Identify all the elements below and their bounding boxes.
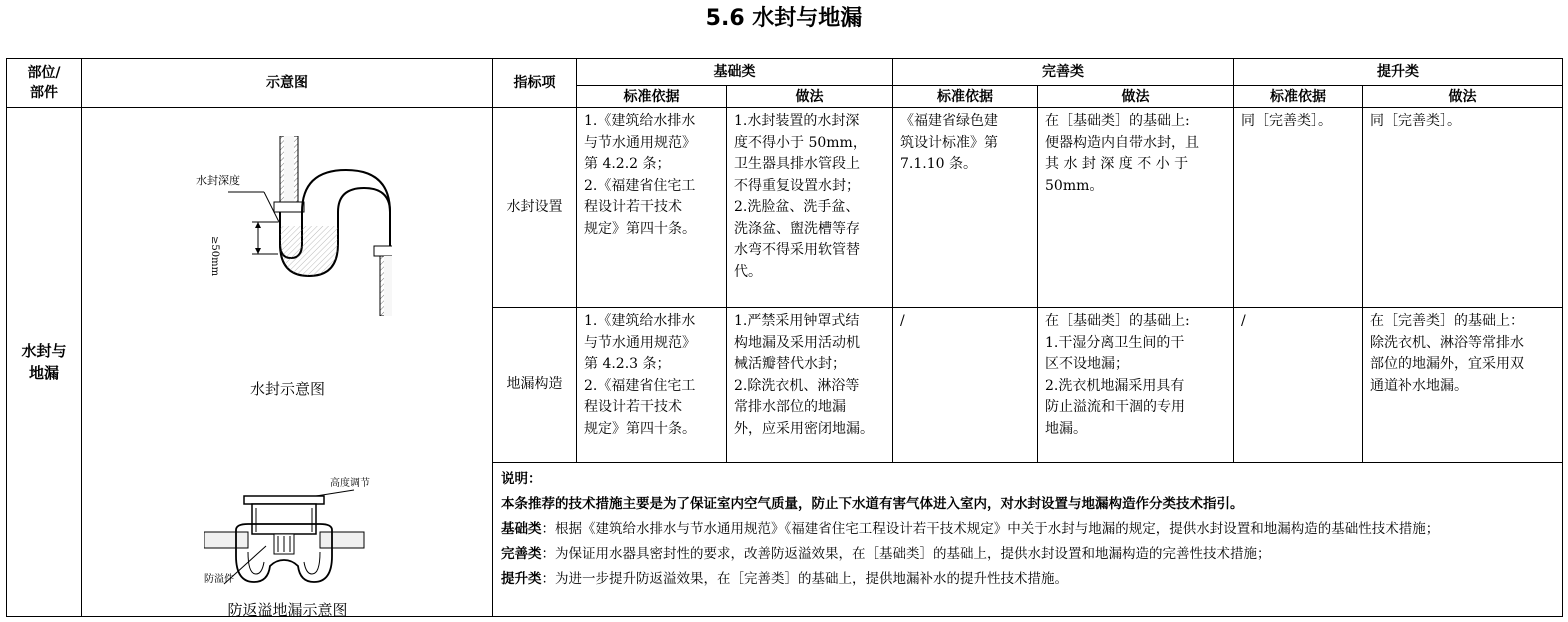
header-indicator: 指标项: [493, 59, 577, 108]
header-diagram: 示意图: [82, 59, 493, 108]
upgrade-basis-floor-drain: /: [1234, 308, 1363, 463]
part-name-line2: 地漏: [28, 364, 59, 382]
improve-method-floor-drain: 在［基础类］的基础上: 1.干湿分离卫生间的干 区不设地漏； 2.洗衣机地漏采用具有 防止溢流和干涸的专用 地漏。: [1038, 308, 1234, 463]
improve-basis-water-seal: 《福建省绿色建 筑设计标准》第 7.1.10 条。: [893, 108, 1038, 308]
basic-basis-water-seal: 1.《建筑给水排水 与节水通用规范》 第 4.2.2 条； 2.《福建省住宅工 程设计若干技术 规定》第四十条。: [577, 108, 727, 308]
notes-cell: [493, 463, 1563, 617]
depth-label: 水封深度: [196, 174, 240, 187]
notes-heading: 说明：: [501, 471, 542, 487]
notes-upgrade-text: ：为进一步提升防返溢效果，在［完善类］的基础上，提供地漏补水的提升性技术措施。: [541, 571, 1068, 587]
header-part: [7, 59, 82, 108]
header-upgrade: 提升类: [1234, 59, 1563, 86]
notes-improve-text: ：为保证用水器具密封性的要求，改善防返溢效果，在［基础类］的基础上，提供水封设置和地漏构造的完善性技术措施；: [541, 546, 1271, 562]
notes-basic: [501, 517, 1554, 542]
upgrade-method-floor-drain: 在［完善类］的基础上： 除洗衣机、淋浴等常排水 部位的地漏外，宜采用双 通道补水地漏。: [1363, 308, 1563, 463]
header-improve-method: 做法: [1038, 86, 1234, 108]
indicator-floor-drain: 地漏构造: [493, 308, 577, 463]
header-basic-method: 做法: [727, 86, 893, 108]
notes-upgrade-label: 提升类: [501, 571, 542, 587]
part-name-line1: 水封与: [21, 342, 67, 360]
basic-method-water-seal: 1.水封装置的水封深 度不得小于 50mm， 卫生器具排水管段上 不得重复设置水封； 2.洗脸盆、洗手盆、 洗涤盆、盥洗槽等存 水弯不得采用软管替 代。: [727, 108, 893, 308]
notes-basic-text: ：根据《建筑给水排水与节水通用规范》《福建省住宅工程设计若干技术规定》中关于水封与地漏的规定，提供水封设置和地漏构造的基础性技术措施；: [541, 521, 1440, 537]
header-basic-basis: 标准依据: [577, 86, 727, 108]
header-part-line2: 部件: [30, 85, 58, 101]
diagram-cell: [82, 108, 493, 617]
part-name: [7, 108, 82, 617]
upgrade-method-water-seal: 同［完善类］。: [1363, 108, 1563, 308]
water-seal-caption: 水封示意图: [249, 380, 325, 398]
header-upgrade-basis: 标准依据: [1234, 86, 1363, 108]
upgrade-basis-water-seal: 同［完善类］。: [1234, 108, 1363, 308]
header-improve-basis: 标准依据: [893, 86, 1038, 108]
floor-drain-caption: 防返溢地漏示意图: [227, 601, 348, 619]
header-part-line1: 部位/: [27, 65, 61, 81]
notes-basic-label: 基础类: [501, 521, 542, 537]
notes-intro: 本条推荐的技术措施主要是为了保证室内空气质量，防止下水道有害气体进入室内，对水封设置与地漏构造作分类技术指引。: [501, 496, 1244, 512]
header-upgrade-method: 做法: [1363, 86, 1563, 108]
notes-improve: [501, 542, 1554, 567]
water-seal-diagram: [192, 136, 392, 316]
page-title: 5.6 水封与地漏: [705, 6, 863, 31]
indicator-water-seal: 水封设置: [493, 108, 577, 308]
height-adjust-label: 高度调节: [330, 478, 370, 489]
overflow-part-label: 防溢件: [204, 574, 234, 585]
improve-method-water-seal: 在［基础类］的基础上: 便器构造内自带水封，且 其 水 封 深 度 不 小 于 50mm。: [1038, 108, 1234, 308]
basic-basis-floor-drain: 1.《建筑给水排水 与节水通用规范》 第 4.2.3 条； 2.《福建省住宅工 程设计若干技术 规定》第四十条。: [577, 308, 727, 463]
notes-improve-label: 完善类: [501, 546, 542, 562]
improve-basis-floor-drain: /: [893, 308, 1038, 463]
notes-upgrade: [501, 567, 1554, 592]
header-improve: 完善类: [893, 59, 1234, 86]
min-depth-label: ≥50mm: [209, 236, 220, 277]
spec-table: [6, 58, 1563, 617]
header-basic: 基础类: [577, 59, 893, 86]
basic-method-floor-drain: 1.严禁采用钟罩式结 构地漏及采用活动机 械活瓣替代水封； 2.除洗衣机、淋浴等 常排水部位的地漏 外，应采用密闭地漏。: [727, 308, 893, 463]
